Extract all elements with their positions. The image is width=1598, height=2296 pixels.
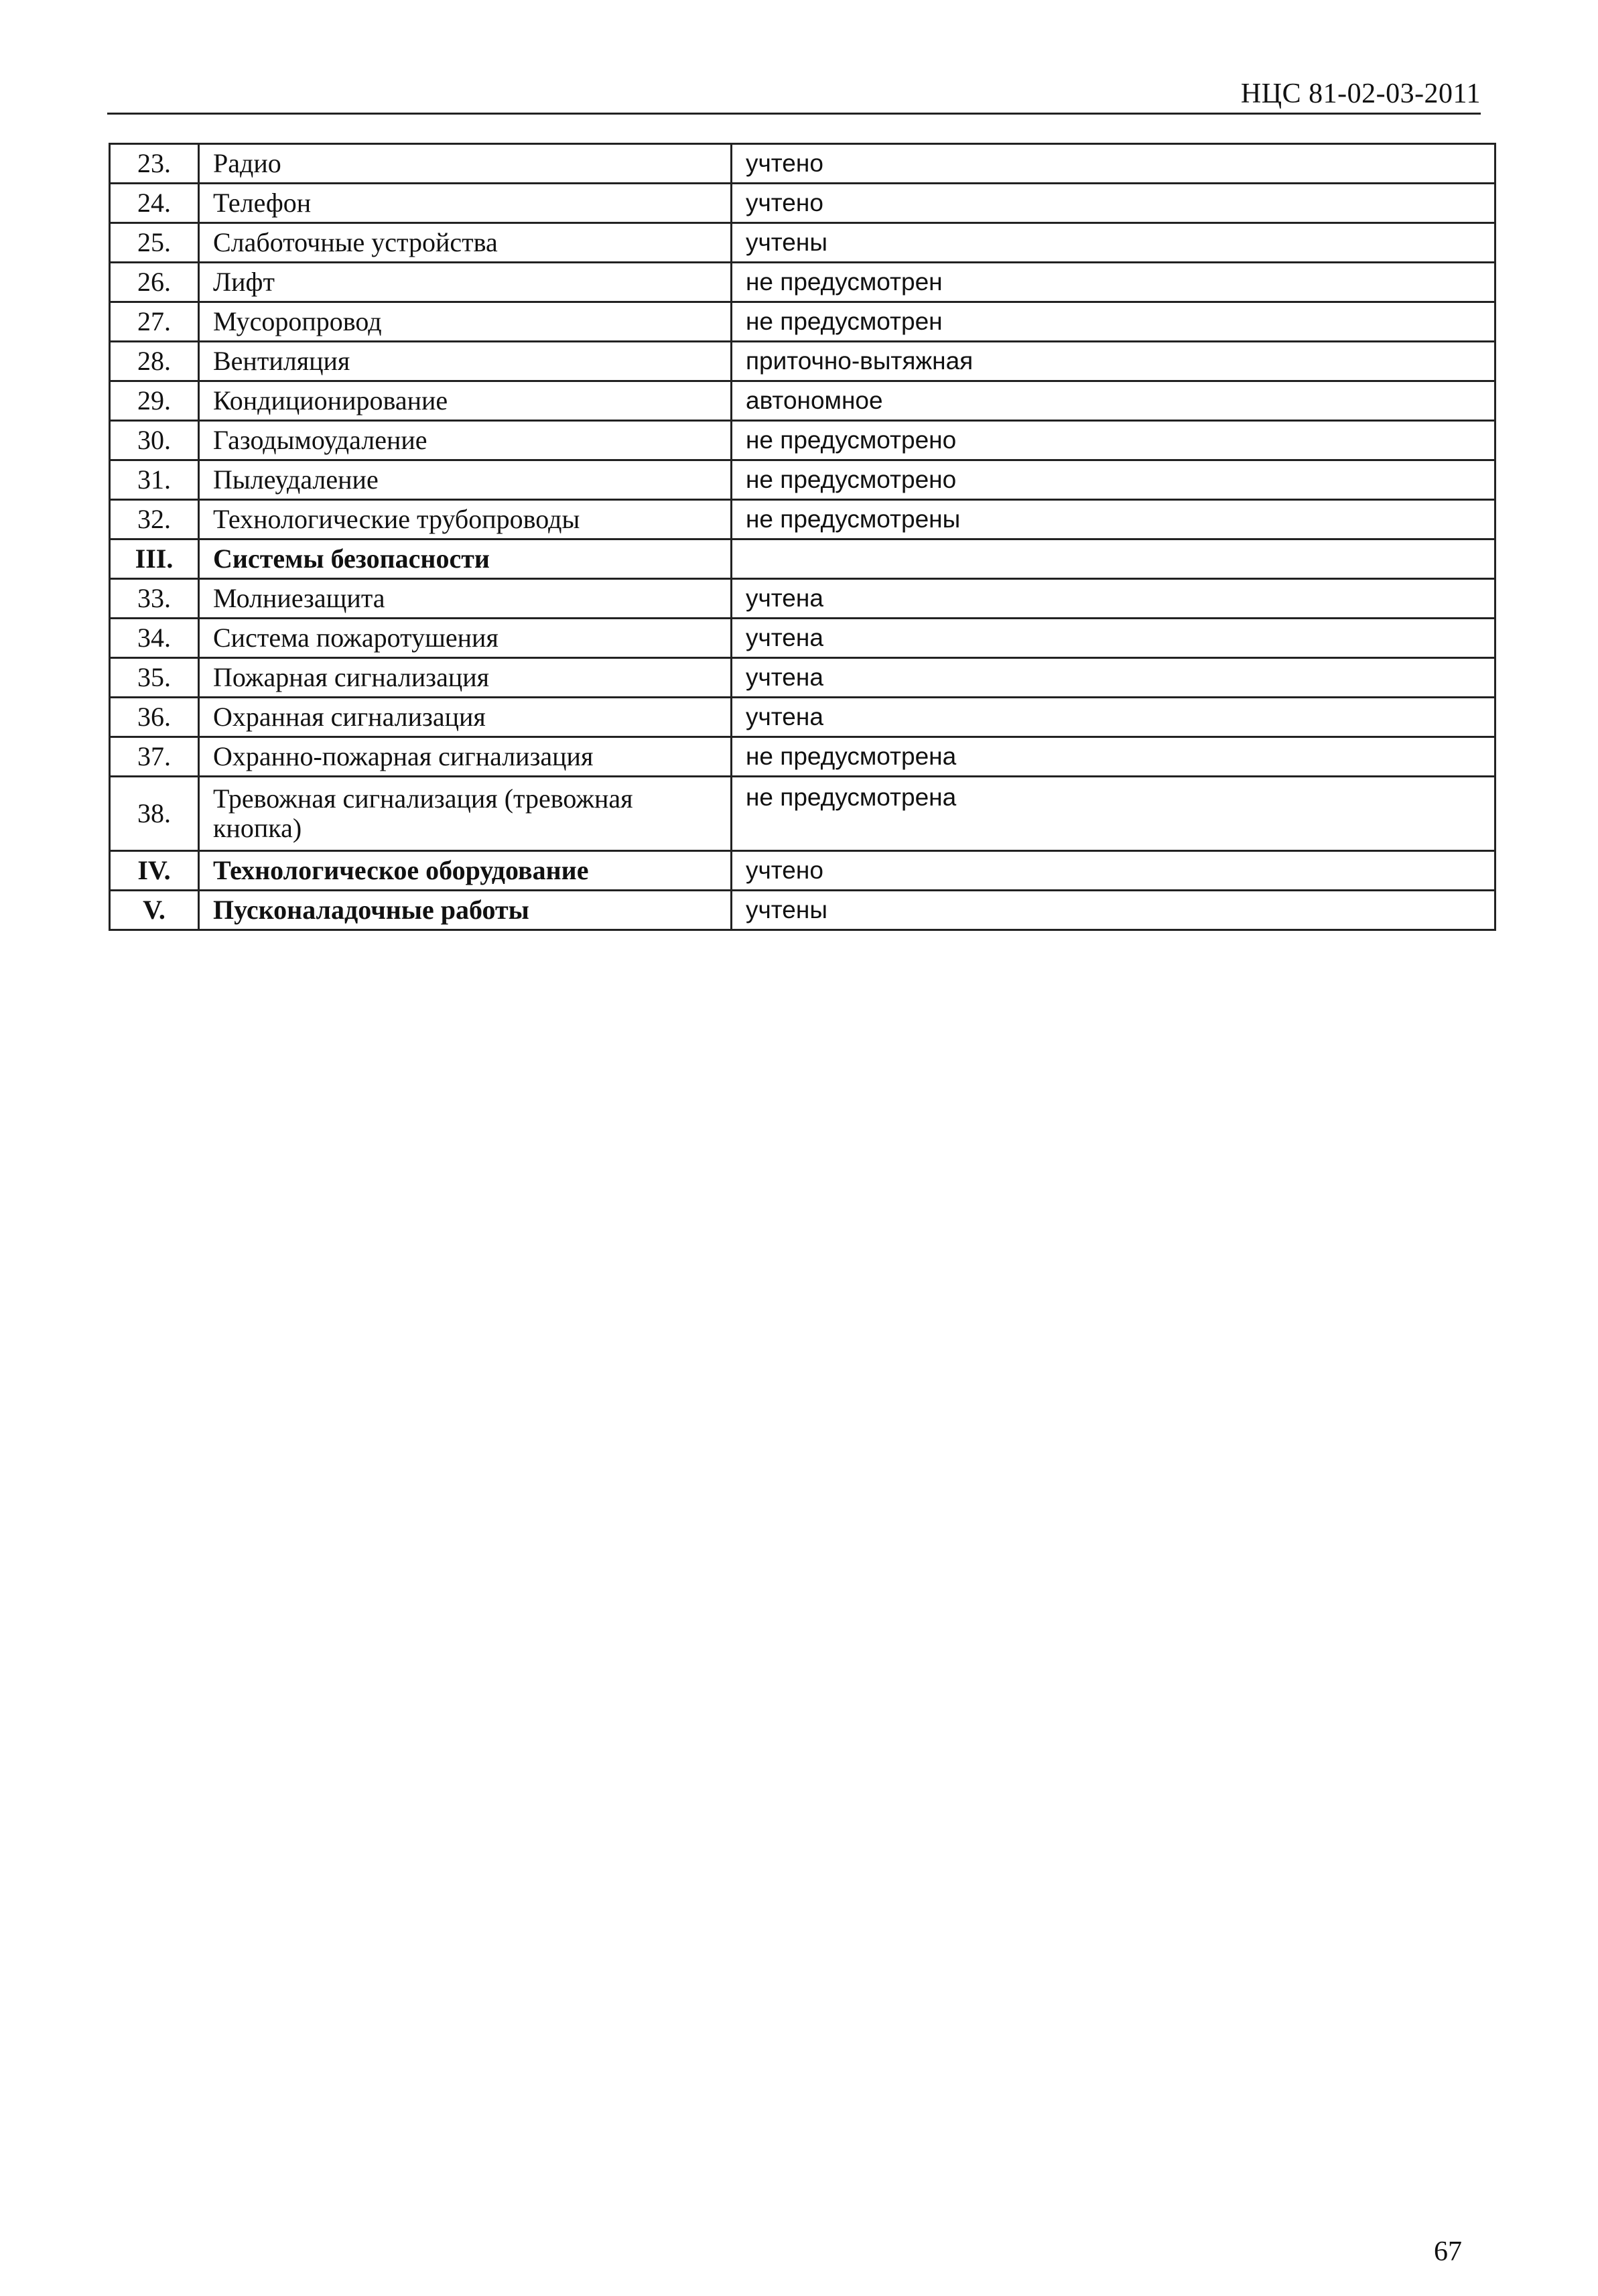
row-name: Слаботочные устройства: [199, 223, 732, 263]
row-value: не предусмотрено: [732, 460, 1495, 500]
row-number: 24.: [110, 184, 199, 223]
row-number: 34.: [110, 619, 199, 658]
section-title: Технологическое оборудование: [199, 851, 732, 891]
row-value: учтено: [732, 144, 1495, 184]
row-name: Система пожаротушения: [199, 619, 732, 658]
section-value: учтены: [732, 891, 1495, 930]
row-name: Пылеудаление: [199, 460, 732, 500]
table-row: [110, 460, 1495, 500]
table-row: [110, 619, 1495, 658]
table-row: [110, 302, 1495, 342]
row-name: Кондиционирование: [199, 381, 732, 421]
row-name: Пожарная сигнализация: [199, 658, 732, 698]
row-value: не предусмотрен: [732, 302, 1495, 342]
row-number: 30.: [110, 421, 199, 460]
row-value: автономное: [732, 381, 1495, 421]
row-name: Лифт: [199, 263, 732, 302]
row-name: Телефон: [199, 184, 732, 223]
table-row: [110, 144, 1495, 184]
section-value: [732, 539, 1495, 579]
section-title: Системы безопасности: [199, 539, 732, 579]
row-name: Охранно-пожарная сигнализация: [199, 737, 732, 777]
row-number: 35.: [110, 658, 199, 698]
row-number: 36.: [110, 698, 199, 737]
table-row: [110, 777, 1495, 851]
section-number: III.: [110, 539, 199, 579]
table-row: [110, 658, 1495, 698]
row-name: Тревожная сигнализация (тревожная кнопка): [199, 777, 732, 851]
row-number: 28.: [110, 342, 199, 381]
row-number: 31.: [110, 460, 199, 500]
row-number: 27.: [110, 302, 199, 342]
section-row: [110, 851, 1495, 891]
row-number: 26.: [110, 263, 199, 302]
row-name: Вентиляция: [199, 342, 732, 381]
section-row: [110, 891, 1495, 930]
row-name: Молниезащита: [199, 579, 732, 619]
row-number: 33.: [110, 579, 199, 619]
row-value: учтено: [732, 184, 1495, 223]
table-row: [110, 342, 1495, 381]
row-number: 23.: [110, 144, 199, 184]
section-value: учтено: [732, 851, 1495, 891]
row-value: учтена: [732, 698, 1495, 737]
table-row: [110, 381, 1495, 421]
row-name: Охранная сигнализация: [199, 698, 732, 737]
table-row: [110, 223, 1495, 263]
specification-table: [109, 143, 1496, 931]
row-value: учтена: [732, 658, 1495, 698]
row-number: 25.: [110, 223, 199, 263]
section-number: IV.: [110, 851, 199, 891]
row-value: учтена: [732, 579, 1495, 619]
row-value: учтены: [732, 223, 1495, 263]
row-value: не предусмотрена: [732, 737, 1495, 777]
row-name: Технологические трубопроводы: [199, 500, 732, 539]
row-value: не предусмотрено: [732, 421, 1495, 460]
table-row: [110, 421, 1495, 460]
table-row: [110, 698, 1495, 737]
row-number: 32.: [110, 500, 199, 539]
page-number: 67: [1434, 2236, 1462, 2267]
row-value: не предусмотрены: [732, 500, 1495, 539]
row-name: Газодымоудаление: [199, 421, 732, 460]
section-row: [110, 539, 1495, 579]
row-name: Мусоропровод: [199, 302, 732, 342]
row-number: 38.: [110, 777, 199, 851]
table-row: [110, 263, 1495, 302]
section-number: V.: [110, 891, 199, 930]
row-value: не предусмотрен: [732, 263, 1495, 302]
table-row: [110, 184, 1495, 223]
page-header: [107, 67, 1481, 115]
row-value: не предусмотрена: [732, 777, 1495, 851]
table-row: [110, 500, 1495, 539]
section-title: Пусконаладочные работы: [199, 891, 732, 930]
row-number: 37.: [110, 737, 199, 777]
row-number: 29.: [110, 381, 199, 421]
row-value: учтена: [732, 619, 1495, 658]
table-row: [110, 579, 1495, 619]
table-row: [110, 737, 1495, 777]
row-name: Радио: [199, 144, 732, 184]
row-value: приточно-вытяжная: [732, 342, 1495, 381]
document-code: НЦС 81-02-03-2011: [1240, 78, 1481, 109]
